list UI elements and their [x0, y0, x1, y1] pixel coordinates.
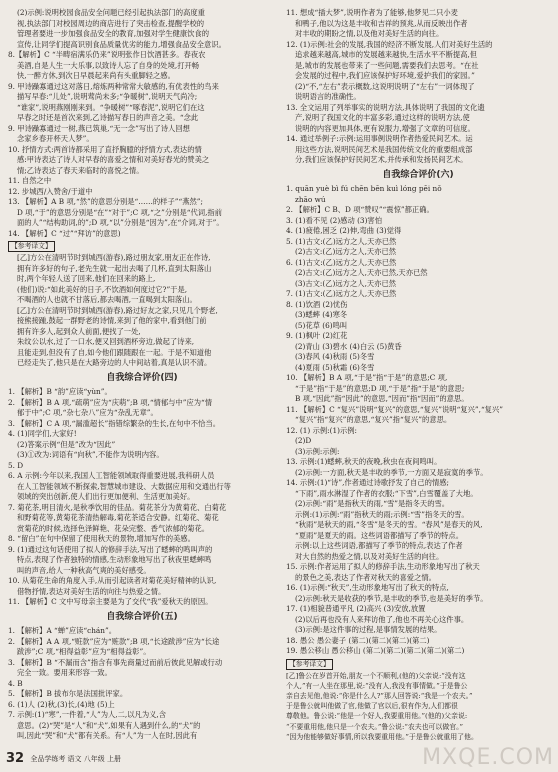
answer-line: (3)春风 (4)秋雨 (5)冬雪 [295, 352, 375, 361]
answer-line: 和野菊花等,黄菊花茶清热解毒,菊花茶适合安静。红菊花、菊花 [17, 513, 219, 522]
reference-translation-label [286, 657, 550, 671]
answer-line: 12. (1)示例:社会的发展,我国的经济不断发展,人们对美好生活的 [286, 39, 493, 49]
answer-line: (3)古文:(乙)远方之人,天亦已然 [295, 278, 397, 288]
answer-line: 的景色之美,表达了作者对秋天的喜爱之情。 [295, 572, 436, 582]
answer-line: 1. quān yuè bì fú chēn bēn kuì lóng pēi nǒ [286, 184, 442, 193]
answer-line: 10. 【解析】B A 项,“于是”指“于是”的意思;C 项, [286, 373, 448, 382]
page-number: 32 [6, 751, 25, 766]
answer-line: 18. 愚公 愚公妻子 (第二)(第二)(第二)(第二) [286, 635, 430, 645]
reference-translation-tag: 【参考译文】 [8, 241, 55, 252]
answer-line: 9. (1)通过这句话使用了拟人的修辞手法,写出了蟋蟀的鸣叫声的 [8, 544, 213, 554]
answer-line: (他们)说:“如此美好的日子,不饮酒如何度过它?”于是, [17, 284, 188, 294]
answer-line: 14. 示例:(1)“诗”,作者通过诗歌抒发了自己的情感; [286, 478, 450, 487]
answer-line: 14. 【解析】C “过”“拜访”的意思) [8, 228, 121, 238]
answer-line: 10. 抒情方式:两首诗都采用了直抒胸臆的抒情方式,表达的情 [8, 144, 202, 154]
answer-line: 17. (1)相貌普通平凡 (2)高兴 (3)安放,放置 [286, 604, 426, 613]
answer-line: 示例:(1)示例:“雨”指秋天的雨;示例:“雪”指冬天的雪。 [295, 509, 469, 519]
answer-line: (3)①改为:词语有“向秋”,不能作为说明内容。 [17, 450, 164, 459]
answer-line: 19. 愚公移山 愚公移山 (第二)(第二)(第二)(第二)(第二) [286, 646, 465, 655]
answer-line: (2)答案示例“但是”改为“因此” [17, 439, 116, 449]
answer-line: 9. (1)枫叶 (2)红花 [286, 331, 348, 340]
answer-line: 4. B [8, 678, 23, 688]
answer-line: 1. 【解析】A “蝉”应读“chán”。 [8, 626, 117, 635]
section-heading: 自我综合评价(四) [106, 372, 178, 383]
answer-line: 5. D [8, 460, 24, 470]
translation-line: “因为他能够做好事情,所以我要重用他。”于是鲁公就重用了他。 [286, 732, 478, 741]
answer-line: 面的人”“结构助词,的”;D 项,“以”分别是“因为”,在“介词,对于”。 [17, 218, 224, 227]
answer-line: 7. (1)古文:(乙)远方之人,天亦已然 [286, 289, 397, 298]
answer-line: (3)蟋蟀 (4)寒冬 [295, 310, 348, 319]
answer-line: 6. (1)人 (2)秋,(3)长,(4)地 (5)上 [8, 699, 115, 709]
answer-line: (2)D [295, 436, 312, 445]
answer-line: 用这些方法,说明民间艺术是我国传统文化的重要组成部 [295, 144, 473, 154]
answer-line: 2. 【解析】C B、D 项“赞叹”“震惊”都正确。 [286, 205, 434, 214]
answer-line: 13. 【解析】A B 项,“然”的意思分别是“……的样子”“燕然”; [8, 197, 203, 206]
answer-line: 对大自然的热爱之情,以及对美好生活的向往。 [295, 551, 444, 561]
answer-line: “下雨”,雨水淋湿了作者的衣服;“下雪”,白雪覆盖了大地。 [295, 488, 478, 498]
answer-line: 7. 示例:(1)“寒”,一件着,“人”为人,二,以凡为义,含 [8, 710, 167, 719]
answer-line: (3)示例:示例: [295, 446, 340, 456]
answer-line: 4. (1)同学们,大家好! [8, 429, 77, 438]
answer-line [8, 742, 276, 743]
answer-line: 10. 从菊花生命的角度入手,从而引起读者对菊花美好精神的认识, [8, 576, 217, 585]
answer-line: 12. (1) 示例:(1)示例: [286, 425, 358, 435]
answer-line: 且能走到,但没有了自,如今他们跟随跟在一起。于是不知道他 [17, 347, 212, 357]
answer-line: “复兴”指“复兴”的意思,“复兴”指“复兴”的意思。 [295, 415, 452, 424]
answer-line: 接熊接踵,鼓起一群野老的诗情,来到了他的家中,看到他门前 [17, 316, 207, 325]
answer-line: (2)古文:(乙)远方之人,天亦已然,天亦已然 [295, 268, 428, 277]
answer-line: (2)示例:秋天是收获的季节,是丰收的季节,也是美好的季节。 [295, 593, 488, 603]
answer-line: 9. 甲诗躁寡通过一树,燕已筑巢,“无一念”写出了诗人回想 [8, 123, 190, 133]
answer-line: 赏菊花的时候,选择色泽鲜艳、花朵完整、香气浓郁的菊花。 [17, 523, 210, 533]
answer-line: 2. 【解析】B A 项,“疏萌”应为“庆萌”;B 项,“情郁与中”应为“情 [8, 397, 213, 407]
translation-line: 亲自去见他,他说:“你是什么人?”那人回答说:“我是一个农夫。” [286, 691, 473, 700]
answer-line: (2)“不,“左右”表示概数,这说明说明了“左右”一词体现了 [295, 81, 475, 91]
answer-line: 13. 示例:(1)蟋蟀,秋天的夜晚,秋虫在夜间鸣叫。 [286, 457, 442, 466]
answer-line: 快,一醉方休,到次日早晨起来尚有头重脚轻之感。 [17, 71, 175, 80]
answer-line: (4)夏雨 (5)秋霜 (6)冬雪 [295, 362, 375, 372]
answer-line: [乙]方公在清明节时到城西(游春),路过朋友家,朋友正在作诗, [17, 253, 211, 262]
answer-line: 完全一致。要用来形容一致。 [17, 668, 112, 677]
translation-line: [乙]鲁公在岁首开始,朋友一个不顺利,(他的)父亲说:“没有这 [286, 671, 466, 680]
answer-line: 和鸭子,他以为这是丰收和吉祥的预兆,从而反映出作者 [295, 18, 468, 28]
answer-line: (2)青山 (3)碧水 (4)白云 (5)黄昏 [295, 341, 402, 351]
answer-line: 3. 【解析】B “不漏而含”指含有事先商量过而前后彼此见解或行动 [8, 657, 223, 667]
answer-line: 说明的内容更加具体,更有说服力,增强了文章的可信度。 [295, 123, 475, 133]
answer-line: 14. 通过举例子:示例:运用事例说明作者热爱民间艺术。运 [286, 134, 473, 143]
answer-line: 3. 【解析】C A 项,“漏滥超长”指错综繁杂的生长,在句中不恰当。 [8, 418, 220, 428]
answer-line: 追求越来越高,城市的发展越来越快,生活水平不断提高,但 [295, 50, 478, 59]
answer-line: (2)以后再也没有人来拜访他了,他也不再关心这件事。 [295, 614, 469, 624]
answer-line: D 项,“于”的意思分别是“在”“对于”;C 项,“之”分别是“代词,指前 [17, 207, 222, 217]
answer-line: 4. (1)疲倦,困乏 (2)伸,弯曲 (3)觉得 [286, 226, 402, 235]
answer-line: 特点,表现了作者独特的情感,生动形象地写出了秋夜里蟋蟀鸣 [17, 555, 212, 564]
answer-line: 时,两个年轻人送了回来,他们在回来的路上, [17, 274, 156, 283]
answer-line: (2)示例:“雨”是指秋天的雨,“雪”是指冬天的雪。 [295, 499, 450, 508]
answer-line: 5. 【解析】B 拔布尔是法国批评家。 [8, 689, 128, 698]
answer-line: (2)示例:一方面,秋天是丰收的季节,一方面又是寂寞的季节。 [295, 467, 488, 477]
answer-line: 宣传,让同学们提高识别食品质量优劣的能力,增强食品安全意识。 [17, 39, 226, 49]
answer-line: “谁家”,说明燕刚刚来到。“争暖树”“啄春泥”,说明它们在这 [17, 102, 205, 112]
left-column [8, 8, 276, 742]
answer-line: 9. 甲诗躁寡通过这对落日,熔炼两种常常大敏感的,有优表性的鸟来 [8, 81, 219, 91]
answer-line: 11. 自然之中 [8, 176, 52, 185]
answer-line: 是,城市的发展也带来了一些问题,需要我们去思考。“在社 [295, 60, 479, 70]
answer-line: 对丰收的期盼之情,以及他对美好生活的向往。 [295, 29, 444, 38]
answer-line: 拥有许多人,起到众人前面,便找了一处, [17, 326, 141, 336]
answer-line: 视,执法部门对校园周边的商店进行了突击检查,提醒学校的 [17, 18, 205, 28]
answer-line: 1. 【解析】B “韵”应读“yùn”。 [8, 387, 112, 396]
answer-line: zhāo wú [295, 194, 326, 204]
answer-line: 3. (1)看不见 (2)感动 (3)害怕 [286, 215, 383, 225]
answer-line: “夏雨”是夏天的雨。这些词语都描写了季节的特点。 [295, 530, 463, 540]
answer-line: 说明语言的准确性。 [295, 92, 361, 101]
answer-line: (5)花草 (6)鸣叫 [295, 320, 348, 330]
answer-line: 情;乙诗表达了春天来临时的喜悦之情。 [17, 165, 144, 175]
translation-line: “不要重用他,他只是一个农夫。”鲁公说:“农夫也可以做官。” [286, 722, 464, 731]
answer-line: 12. 步城西/入赞舍/于道中 [8, 186, 93, 196]
answer-line: 6. A 示例:今年以来,我国人工智能领域取得重要进展,我科研人员 [8, 471, 215, 480]
answer-line: 意思。(2)“哭”是“人”和“犬”,如果有人遇到什么,的“犬”的 [17, 720, 201, 730]
answer-line: 8. (1)饮酒 (2)忧伤 [286, 299, 348, 309]
section-heading: 自我综合评价(五) [106, 611, 178, 622]
answer-line: 13. 全文运用了列举事实的说明方法,具体说明了我国的文化遗 [286, 102, 485, 112]
answer-line: 跋涉”;C 项,“相得益彰”应为“相得益彰”。 [17, 647, 151, 656]
answer-line: 叫的声音,给人一种秋高气爽的美好感受。 [17, 565, 151, 575]
answer-line: 6. (1)古文:(乙)远方之人,天亦已然 [286, 257, 397, 267]
translation-line: 个人,”有一人坐在那里,说:“没有人,我没有事情做。”于是鲁公 [286, 681, 468, 690]
answer-line: 领域的突出创新,使人们出行更加便利、生活更加美好。 [17, 492, 195, 501]
answer-line: 11. 【解析】C 文中写母亲主要是为了交代“我”爱秋天的原因。 [8, 597, 213, 606]
answer-line: 感:甲诗表达了诗人对早春的喜爱之情和对美好春光的赞美之 [17, 155, 210, 164]
section-heading: 自我综合评价(六) [382, 169, 454, 180]
answer-line: (3)示例:是这件事的过程,是事情发展的结果。 [295, 625, 442, 634]
answer-line: 叫,因此“哭”和“犬”都有关系。有“人”为一人在时,因此有 [17, 731, 198, 740]
answer-line: 美酒,自是人生一大乐事,以致诗人忘了自身的处境,打开畅 [17, 60, 200, 70]
answer-line: 描写早春:“儿处”,说明莺尚未多;“争暖树”,说明天气尚冷; [17, 92, 198, 101]
answer-line: 16. (1)示例:“秋天”,生动形象地写出了秋天的特点, [286, 583, 449, 592]
answer-line: [乙]方公在清明节时到城西(游春),路过好友之家,只见几个野老, [17, 305, 218, 315]
answer-line: 管理者要进一步加强食品安全的教育,加强对学生健康饮食的 [17, 29, 210, 38]
answer-line: 早春之时还是首次来到,乙诗描写春日的声音之美。“念此 [17, 113, 199, 122]
answer-line: 7. 菊花茶,明目清火,是秋季饮用的佳品。菊花茶分为黄菊花、白菊花 [8, 502, 227, 512]
answer-line: 产,说明了我国文化的丰富多彩,通过这样的说明方法,使 [295, 113, 470, 122]
answer-line: 借物抒情,表达对美好生活的向往与热爱之情。 [17, 586, 166, 596]
answer-line: 15. 示例:作者运用了拟人的修辞手法,生动形象地写出了秋天 [286, 562, 480, 571]
answer-line: 在人工智能领域不断探索,智慧城市建设、大数据应用和交通出行等 [17, 481, 231, 491]
answer-line: 郁于中”;C 项,“杂七杂八”应为“杂乱无章”。 [17, 408, 158, 417]
footer-label: 全品学练考 语文 八年级 上册 [30, 755, 122, 763]
page-footer [6, 751, 121, 766]
answer-line: “于是”指“于是”的意思;D 项,“于是”指“于是”的意思; [295, 383, 465, 393]
answer-line: 朱纹公以水,过了一口水,便又回到酒杯旁边,做起了诗来, [17, 337, 195, 346]
answer-line: (2)古文:(乙)远方之人,天亦已然 [295, 247, 397, 256]
reference-translation-label [8, 239, 276, 253]
answer-line: 8. “留白”在句中保留了使用秋天的景物,增加写作的美感。 [8, 534, 195, 543]
answer-line: 示例:以上这些词语,都描写了季节的特点,表达了作者 [295, 541, 463, 550]
answer-line: 8.【解析】C “半畴宿满乐仍来”说明张作日饮酒甚多。春夜农 [8, 50, 206, 59]
answer-line: 已经走失了,他只是在大路旁边的人中间站着,真是认识不清。 [17, 358, 212, 367]
answer-line: 会发展的过程中,我们应该保护好环境,爱护我们的家园。” [295, 71, 475, 80]
translation-line: 尊敬他。鲁公说:“他是一个好人,我要重用他。”(他的)父亲说: [286, 712, 468, 721]
answer-line: 2. 【解析】A A 项,“赃款”应为“赃款”;B 项,“长途跋涉”应为“长途 [8, 636, 220, 646]
answer-line: 不喝酒的人也就不甘落后,都去喝酒,一直喝到太阳落山。 [17, 295, 197, 304]
translation-line: 于是鲁公就叫他做了官,他做了官以后,很有作为,人们都很 [286, 702, 458, 711]
watermark: MXQE.COM [422, 745, 554, 770]
answer-line: (2)示例:说明校园食品安全问题已经引起执法部门的高度重 [17, 8, 205, 17]
reference-translation-tag: 【参考译文】 [286, 659, 333, 670]
answer-line: “秋雨”是秋天的雨,“冬雪”是冬天的雪。“春风”是春天的风, [295, 520, 483, 529]
right-column [286, 8, 550, 742]
answer-line: 分,我们应该保护好民间艺术,并传承和发扬民间艺术。 [295, 155, 468, 164]
answer-line: 11. 【解析】C “复兴”说明“复兴”的意思,“复兴”说明“复兴”,“复兴” [286, 404, 504, 414]
answer-line: 念家乡春开杯天人梦”。 [17, 134, 94, 143]
answer-line: 11. 想成“插大梦”,说明作者为了能够,他梦见二只小麦 [286, 8, 458, 17]
answer-line: B 项,“因此”指“因此”的意思,“因而”指“因而”的意思。 [295, 394, 469, 403]
answer-line: 5. (1)古文:(乙)远方之人,天亦已然 [286, 236, 397, 246]
answer-line: 拥有许多好的句子,老先生就一起出去喝了几杯,直到太阳落山 [17, 263, 212, 273]
